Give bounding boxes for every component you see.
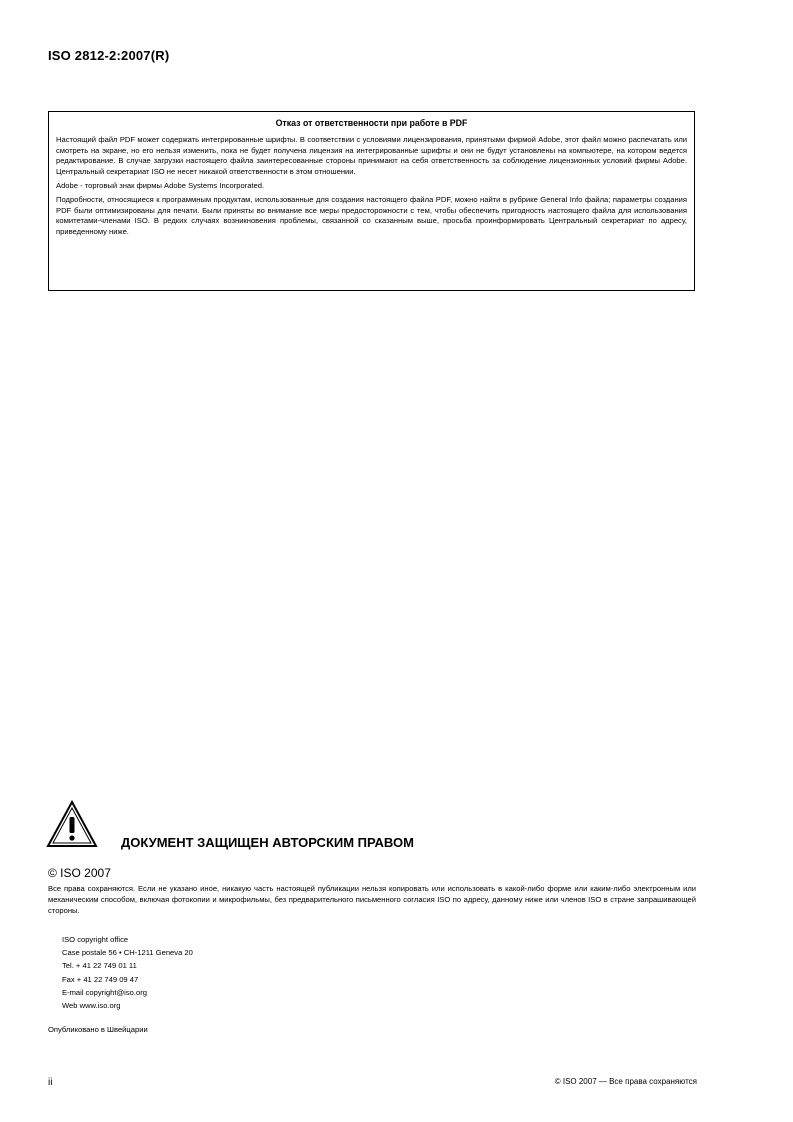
document-id: ISO 2812-2:2007(R) <box>48 48 170 63</box>
disclaimer-paragraph-details: Подробности, относящиеся к программным продуктам, использованные для создания настоящего файла PDF, можно найти в рубрике General Info файла; параметры создания PDF были оптимизированы для печати. Были приняты во внимание все меры предосторожности с тем, чтобы обеспечить пригодность настоящего файла для использования комитетами-членами ISO. В редких случаях возникновения проблемы, связанной со сказанным выше, просьба проинформировать Центральный секретариат по адресу, приведенному ниже. <box>56 195 687 236</box>
disclaimer-title: Отказ от ответственности при работе в PDF <box>275 118 468 128</box>
address-fax: Fax + 41 22 749 09 47 <box>62 974 139 984</box>
address-tel: Tel. + 41 22 749 01 11 <box>62 961 137 971</box>
address-email: E-mail copyright@iso.org <box>62 987 147 997</box>
address-office: ISO copyright office <box>62 935 129 944</box>
copyright-notice: © ISO 2007 <box>48 866 111 880</box>
footer-copyright: © ISO 2007 — Все права сохраняются <box>554 1077 697 1086</box>
published-in: Опубликовано в Швейцарии <box>48 1025 148 1034</box>
rights-reserved-text: Все права сохраняются. Если не указано иное, никакую часть настоящей публикации нельзя копировать или использовать в какой-либо форме или каким-либо электронным или механическим способом, включая фотокопии и микрофильмы, без предварительного письменного согласия ISO по адресу, данному ниже или членов ISO в стране запрашивающей стороны. <box>48 884 696 915</box>
warning-icon <box>46 800 98 848</box>
disclaimer-paragraph-trademark: Adobe - торговый знак фирмы Adobe Systems Incorporated. <box>56 181 265 191</box>
copyright-heading: ДОКУМЕНТ ЗАЩИЩЕН АВТОРСКИМ ПРАВОМ <box>121 835 414 850</box>
disclaimer-paragraph-fonts: Настоящий файл PDF может содержать интегрированные шрифты. В соответствии с условиями лицензирования, принятыми фирмой Adobe, этот файл можно распечатать или смотреть на экране, но его нельзя изменить, пока не будет получена лицензия на интегрированные шрифты и они не будут установлены на компьютере, на котором ведется редактирование. В случае загрузки настоящего файла заинтересованные стороны принимают на себя ответственность за соблюдение лицензионных условий фирмы Adobe. Центральный секретариат ISO не несет никакой ответственности в этом отношении. <box>56 135 687 176</box>
pdf-disclaimer-box <box>48 111 695 291</box>
address-postal: Case postale 56 • CH-1211 Geneva 20 <box>62 948 193 958</box>
address-web: Web www.iso.org <box>62 1001 121 1011</box>
page-number: ii <box>48 1077 53 1088</box>
iso-address-block <box>62 933 193 1012</box>
